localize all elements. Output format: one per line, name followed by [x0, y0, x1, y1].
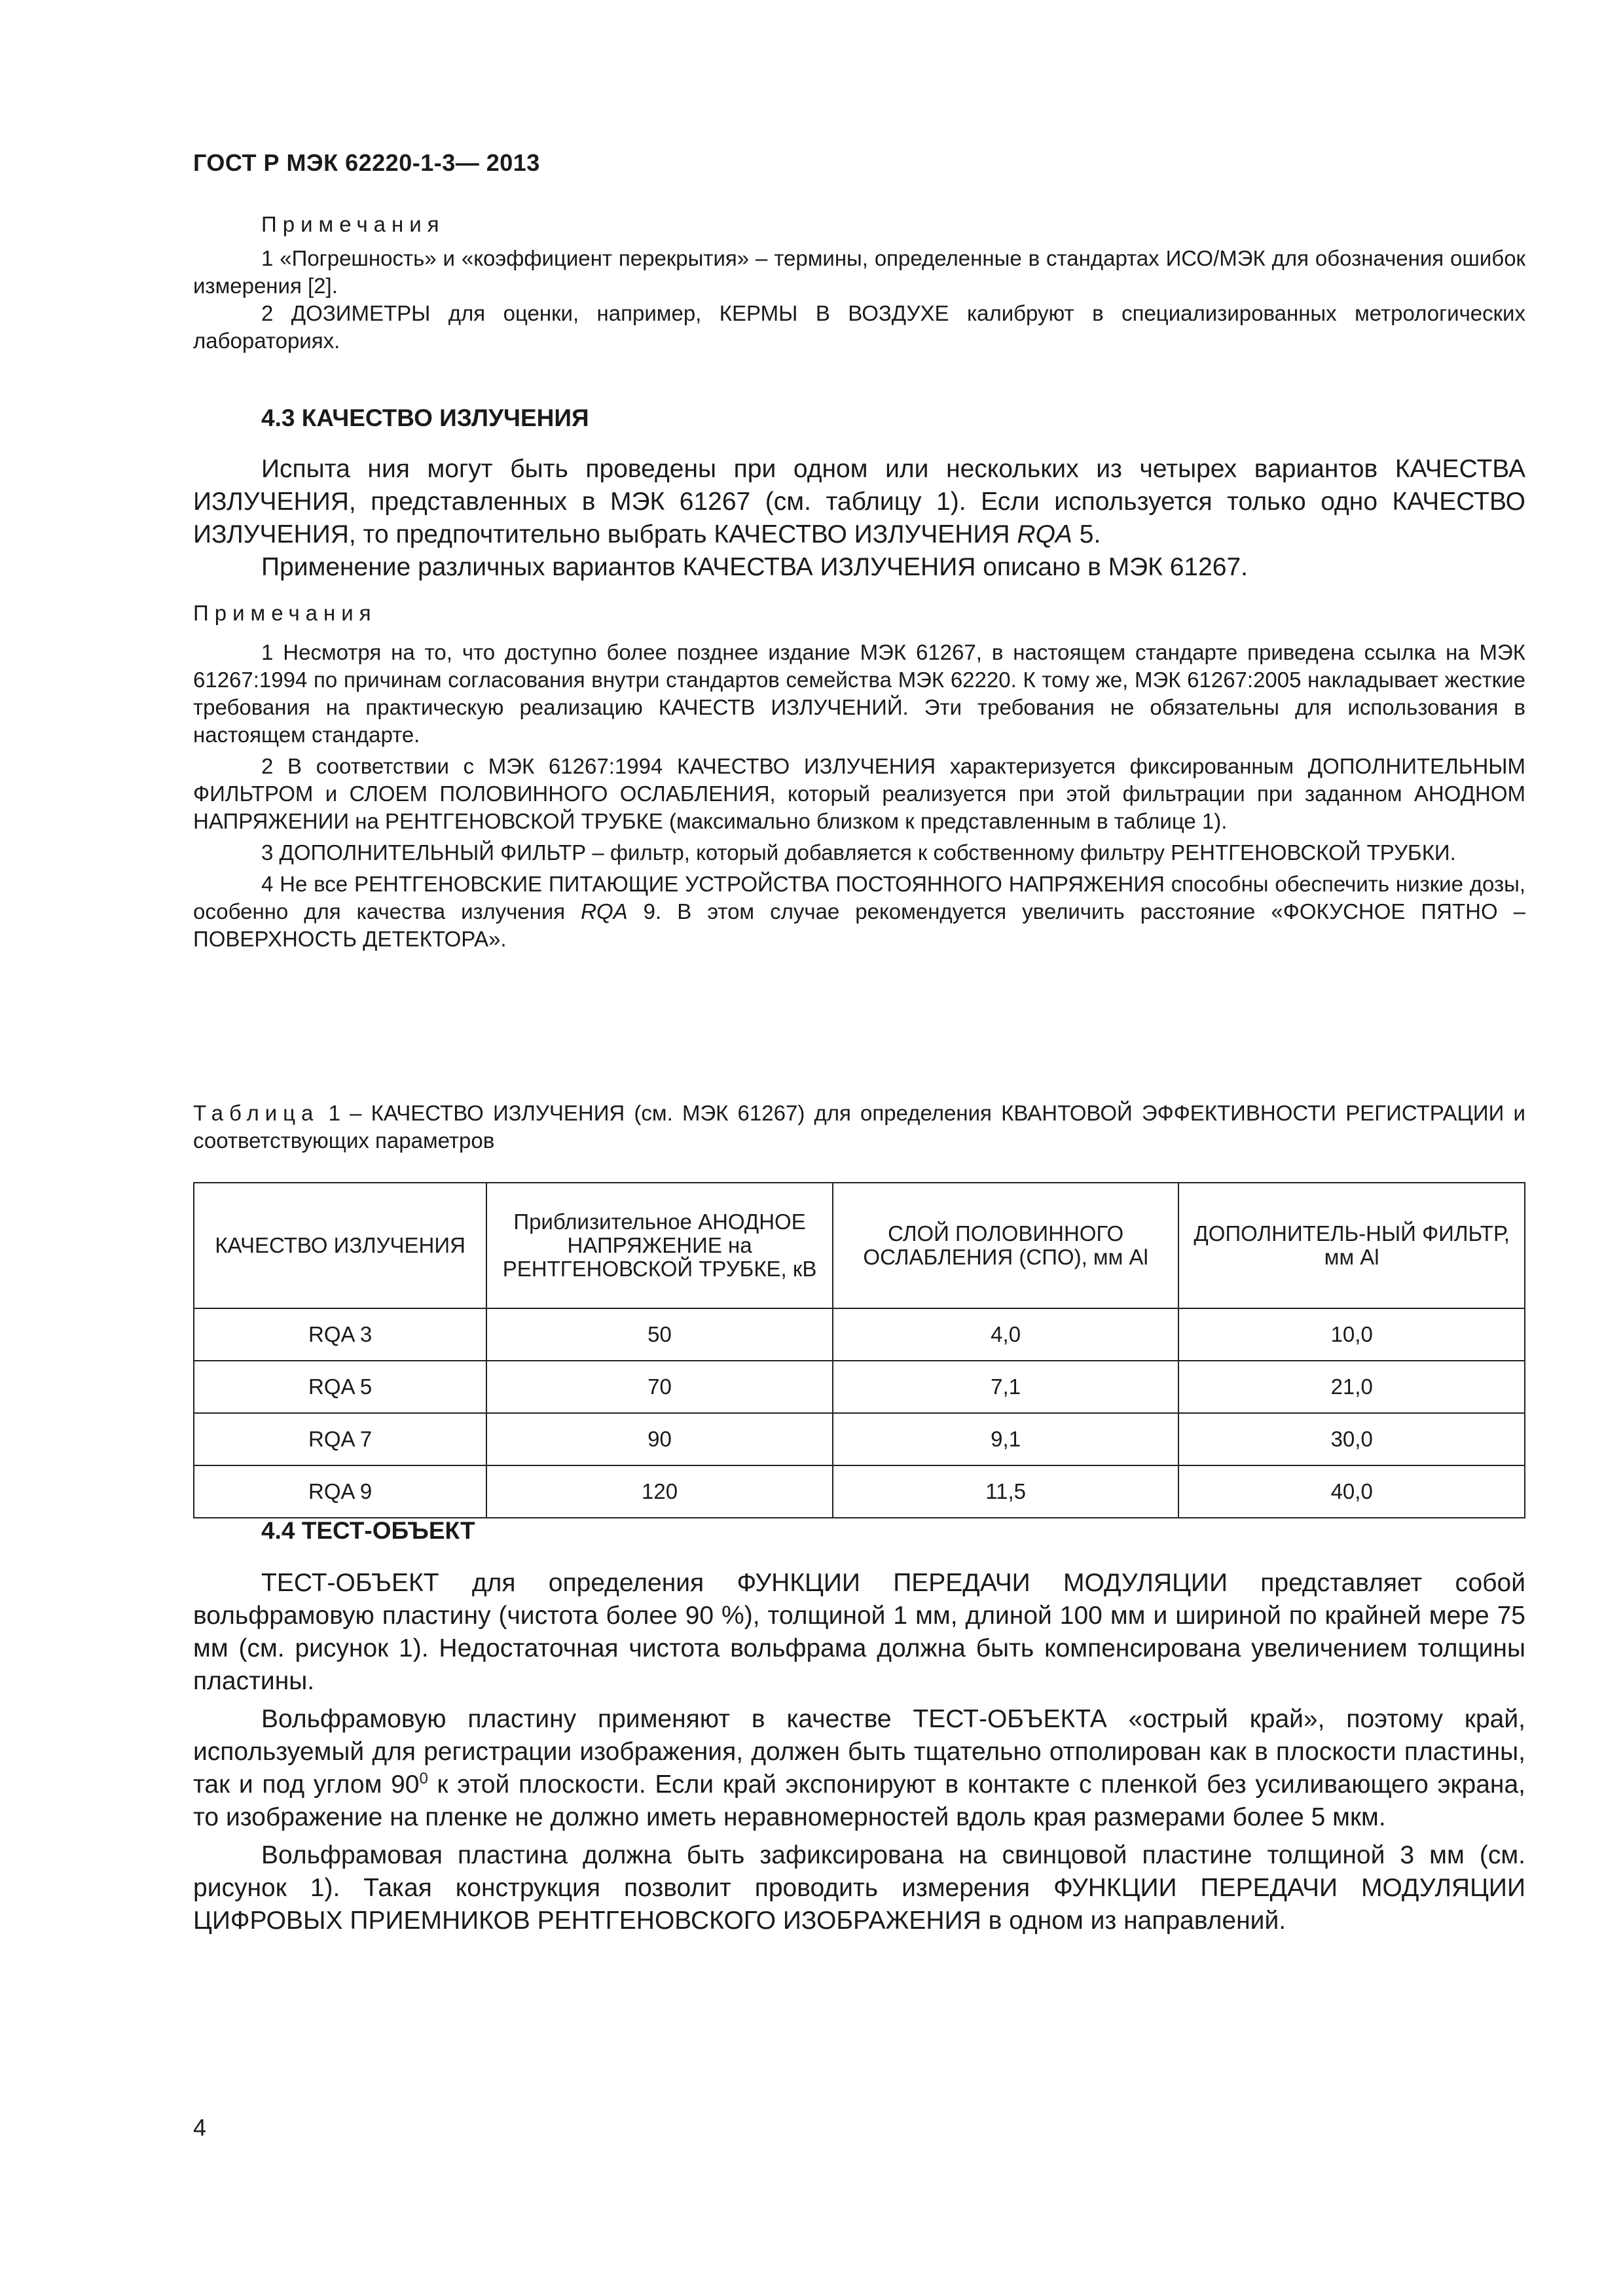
note-item: 4 Не все РЕНТГЕНОВСКИЕ ПИТАЮЩИЕ УСТРОЙСТВА ПОСТОЯННОГО НАПРЯЖЕНИЯ способны обеспечить низкие дозы, особенно для качества излучения RQA 9. В этом случае рекомендуется увеличить расстояние «ФОКУСНОЕ ПЯТНО – ПОВЕРХНОСТЬ ДЕТЕКТОРА». [193, 872, 1525, 951]
table-cell: 21,0 [1178, 1361, 1525, 1413]
section-4-4-body [193, 1567, 1525, 1937]
table-cell: RQA 5 [194, 1361, 486, 1413]
paragraph: Испыта ния могут быть проведены при одном или нескольких из четырех вариантов КАЧЕСТВА ИЗЛУЧЕНИЯ, представленных в МЭК 61267 (см. таблицу 1). Если используется только одно КАЧЕСТВО ИЗЛУЧЕНИЯ, то предпочтительно выбрать КАЧЕСТВО ИЗЛУЧЕНИЯ RQA 5. [193, 455, 1525, 548]
table-cell: 50 [486, 1308, 833, 1361]
column-header: КАЧЕСТВО ИЗЛУЧЕНИЯ [194, 1183, 486, 1308]
table-cell: 90 [486, 1413, 833, 1465]
notes-block-2 [193, 600, 1525, 953]
table-cell: 120 [486, 1465, 833, 1518]
note-item: 2 ДОЗИМЕТРЫ для оценки, например, КЕРМЫ В ВОЗДУХЕ калибруют в специализированных метрологических лабораториях. [193, 301, 1525, 353]
table-row [194, 1465, 1525, 1518]
standard-header: ГОСТ Р МЭК 62220-1-3— 2013 [193, 149, 540, 176]
notes-title: Примечания [261, 212, 445, 236]
table-cell: 70 [486, 1361, 833, 1413]
table-row [194, 1308, 1525, 1361]
column-header: СЛОЙ ПОЛОВИННОГО ОСЛАБЛЕНИЯ (СПО), мм Al [833, 1183, 1179, 1308]
table-caption: Таблица 1 – КАЧЕСТВО ИЗЛУЧЕНИЯ (см. МЭК 61267) для определения КВАНТОВОЙ ЭФФЕКТИВНОСТИ РЕГИСТРАЦИИ и соответствующих параметров [193, 1101, 1525, 1153]
paragraph: ТЕСТ-ОБЪЕКТ для определения ФУНКЦИИ ПЕРЕДАЧИ МОДУЛЯЦИИ представляет собой вольфрамовую пластину (чистота более 90 %), толщиной 1 мм, длиной 100 мм и шириной по крайней мере 75 мм (см. рисунок 1). Недостаточная чистота вольфрама должна быть компенсирована увеличением толщины пластины. [193, 1569, 1525, 1695]
table-row [194, 1413, 1525, 1465]
table-cell: 9,1 [833, 1413, 1179, 1465]
table-cell: 7,1 [833, 1361, 1179, 1413]
notes-title: Примечания [193, 601, 377, 625]
table-cell: 10,0 [1178, 1308, 1525, 1361]
table-cell: 4,0 [833, 1308, 1179, 1361]
table-cell: RQA 3 [194, 1308, 486, 1361]
table-cell: RQA 9 [194, 1465, 486, 1518]
page-number: 4 [193, 2114, 207, 2141]
section-title-4-3: 4.3 КАЧЕСТВО ИЗЛУЧЕНИЯ [261, 404, 589, 431]
table-row [194, 1361, 1525, 1413]
paragraph: Вольфрамовую пластину применяют в качестве ТЕСТ-ОБЪЕКТА «острый край», поэтому край, используемый для регистрации изображения, должен быть тщательно отполирован как в плоскости пластины, так и под углом $90^0$ к этой плоскости. Если край экспонируют в контакте с пленкой без усиливающего экрана, то изображение на пленке не должно иметь неравномерностей вдоль края размерами более 5 мкм. [193, 1705, 1525, 1831]
column-header: Приблизительное АНОДНОЕ НАПРЯЖЕНИЕ на РЕНТГЕНОВСКОЙ ТРУБКЕ, кВ [486, 1183, 833, 1308]
table-cell: 11,5 [833, 1465, 1179, 1518]
notes-block-1 [193, 211, 1525, 355]
table-header-row [194, 1183, 1525, 1308]
note-item: 2 В соответствии с МЭК 61267:1994 КАЧЕСТВО ИЗЛУЧЕНИЯ характеризуется фиксированным ДОПОЛНИТЕЛЬНЫМ ФИЛЬТРОМ и СЛОЕМ ПОЛОВИННОГО ОСЛАБЛЕНИЯ, который реализуется при этой фильтрации при заданном АНОДНОМ НАПРЯЖЕНИИ на РЕНТГЕНОВСКОЙ ТРУБКЕ (максимально близком к представленным в таблице 1). [193, 754, 1525, 833]
table-cell: 30,0 [1178, 1413, 1525, 1465]
paragraph: Вольфрамовая пластина должна быть зафиксирована на свинцовой пластине толщиной 3 мм (см. рисунок 1). Такая конструкция позволит проводить измерения ФУНКЦИИ ПЕРЕДАЧИ МОДУЛЯЦИИ ЦИФРОВЫХ ПРИЕМНИКОВ РЕНТГЕНОВСКОГО ИЗОБРАЖЕНИЯ в одном из направлений. [193, 1841, 1525, 1935]
note-item: 3 ДОПОЛНИТЕЛЬНЫЙ ФИЛЬТР – фильтр, который добавляется к собственному фильтру РЕНТГЕНОВСКОЙ ТРУБКИ. [261, 840, 1456, 865]
note-item: 1 «Погрешность» и «коэффициент перекрытия» – термины, определенные в стандартах ИСО/МЭК для обозначения ошибок измерения [2]. [193, 246, 1525, 298]
table-cell: 40,0 [1178, 1465, 1525, 1518]
paragraph: Применение различных вариантов КАЧЕСТВА ИЗЛУЧЕНИЯ описано в МЭК 61267. [261, 553, 1249, 581]
radiation-quality-table [193, 1182, 1525, 1518]
section-4-3-body [193, 453, 1525, 584]
column-header: ДОПОЛНИТЕЛЬ-НЫЙ ФИЛЬТР, мм Al [1178, 1183, 1525, 1308]
note-item: 1 Несмотря на то, что доступно более позднее издание МЭК 61267, в настоящем стандарте приведена ссылка на МЭК 61267:1994 по причинам согласования внутри стандартов семейства МЭК 62220. К тому же, МЭК 61267:2005 накладывает жесткие требования на практическую реализацию КАЧЕСТВ ИЗЛУЧЕНИЙ. Эти требования не обязательны для использования в настоящем стандарте. [193, 640, 1525, 747]
table-cell: RQA 7 [194, 1413, 486, 1465]
section-title-4-4: 4.4 ТЕСТ-ОБЪЕКТ [261, 1517, 475, 1544]
